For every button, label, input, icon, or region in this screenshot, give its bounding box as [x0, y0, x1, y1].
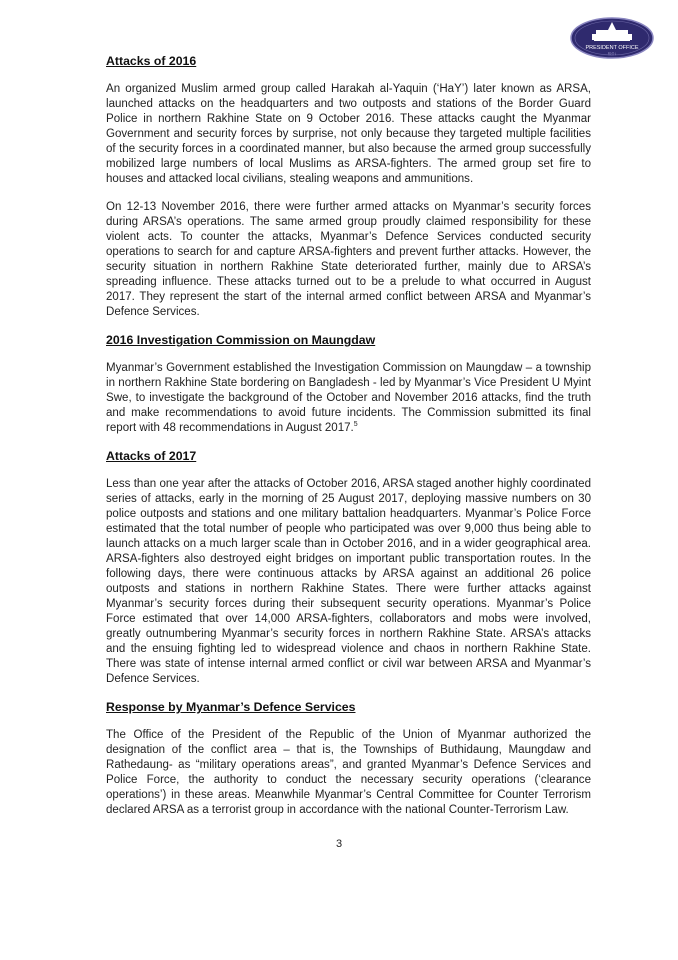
paragraph: On 12-13 November 2016, there were further armed attacks on Myanmar’s security forces during ARSA’s operations. The same armed group proudly claimed responsibility for these violent acts. To counter the attacks, Myanmar’s Defence Services conducted security operations to search for and capture ARSA-fighters and prevent further attacks. However, the security situation in northern Rakhine State deteriorated further, mainly due to ARSA’s spreading influence. These attacks turned out to be a prelude to what occurred in August 2017. They represent the start of the internal armed conflict between ARSA and Myanmar’s Defence Services.	[106, 201, 591, 318]
page-number: 3	[335, 838, 343, 850]
paragraph-with-footnote	[106, 361, 591, 436]
paragraph: Less than one year after the attacks of October 2016, ARSA staged another highly coordinated series of attacks, early in the morning of 25 August 2017, deploying massive numbers on 30 police outposts and stations and one military battalion headquarters. Myanmar’s Police Force estimated that the total number of people who participated was over 9,000 thus being able to launch attacks on a much larger scale than in October 2016, and in a wider geographical area. ARSA-fighters also destroyed eight bridges on important public transportation routes. In the following days, there were continuous attacks by ARSA against an additional 26 police outposts and stations in northern Rakhine States. There were further attacks against Myanmar’s security forces during their subsequent security operations. Myanmar’s Police Force estimated that over 14,000 ARSA-fighters, collaborators and mobs were involved, greatly outnumbering Myanmar’s security forces in northern Rakhine State. ARSA’s attacks and the ensuing fighting led to widespread violence and chaos in northern Rakhine State. There was state of intense internal armed conflict or civil war between ARSA and Myanmar’s Defence Services.	[106, 478, 591, 685]
paragraph: An organized Muslim armed group called Harakah al-Yaquin (‘HaY’) later known as ARSA, launched attacks on the headquarters and two outposts and stations of the Border Guard Police in northern Rakhine State on 9 October 2016. These attacks caught the Myanmar Government and security forces by surprise, not only because they targeted multiple facilities of the security forces in a coordinated manner, but also because the armed group successfully mobilized large numbers of local Muslims as ARSA-fighters. The armed group set fire to houses and attacked local civilians, stealing weapons and ammunitions.	[106, 83, 591, 185]
paragraph-text: Myanmar’s Government established the Investigation Commission on Maungdaw – a township in northern Rakhine State bordering on Bangladesh - led by Myanmar’s Vice President U Myint Swe, to investigate the background of the October and November 2016 attacks, find the truth and make recommendations to avoid future incidents. The Commission submitted its final report with 48 recommendations in August 2017.	[106, 362, 591, 434]
logo-title: PRESIDENT OFFICE	[585, 45, 639, 51]
footnote-reference[interactable]: 5	[353, 421, 358, 429]
document-body	[106, 54, 591, 831]
president-office-seal-icon	[570, 17, 654, 59]
paragraph: The Office of the President of the Republic of the Union of Myanmar authorized the designation of the conflict area – that is, the Townships of Buthidaung, Maungdaw and Rathedaung- as “military operations areas”, and granted Myanmar’s Defence Services and Police Force, the authority to conduct the necessary security operations (‘clearance operations’) in these areas. Meanwhile Myanmar’s Central Committee for Counter Terrorism declared ARSA as a terrorist group in accordance with the national Counter-Terrorism Law.	[106, 729, 591, 816]
section-heading-attacks-2017: Attacks of 2017	[106, 449, 197, 463]
logo-subtitle: ᛗᚱᛖᚾ	[607, 52, 617, 56]
president-office-logo	[570, 17, 654, 59]
section-heading-defence-response: Response by Myanmar’s Defence Services	[106, 700, 356, 714]
section-heading-attacks-2016: Attacks of 2016	[106, 54, 197, 68]
section-heading-investigation-commission: 2016 Investigation Commission on Maungdaw	[106, 333, 376, 347]
